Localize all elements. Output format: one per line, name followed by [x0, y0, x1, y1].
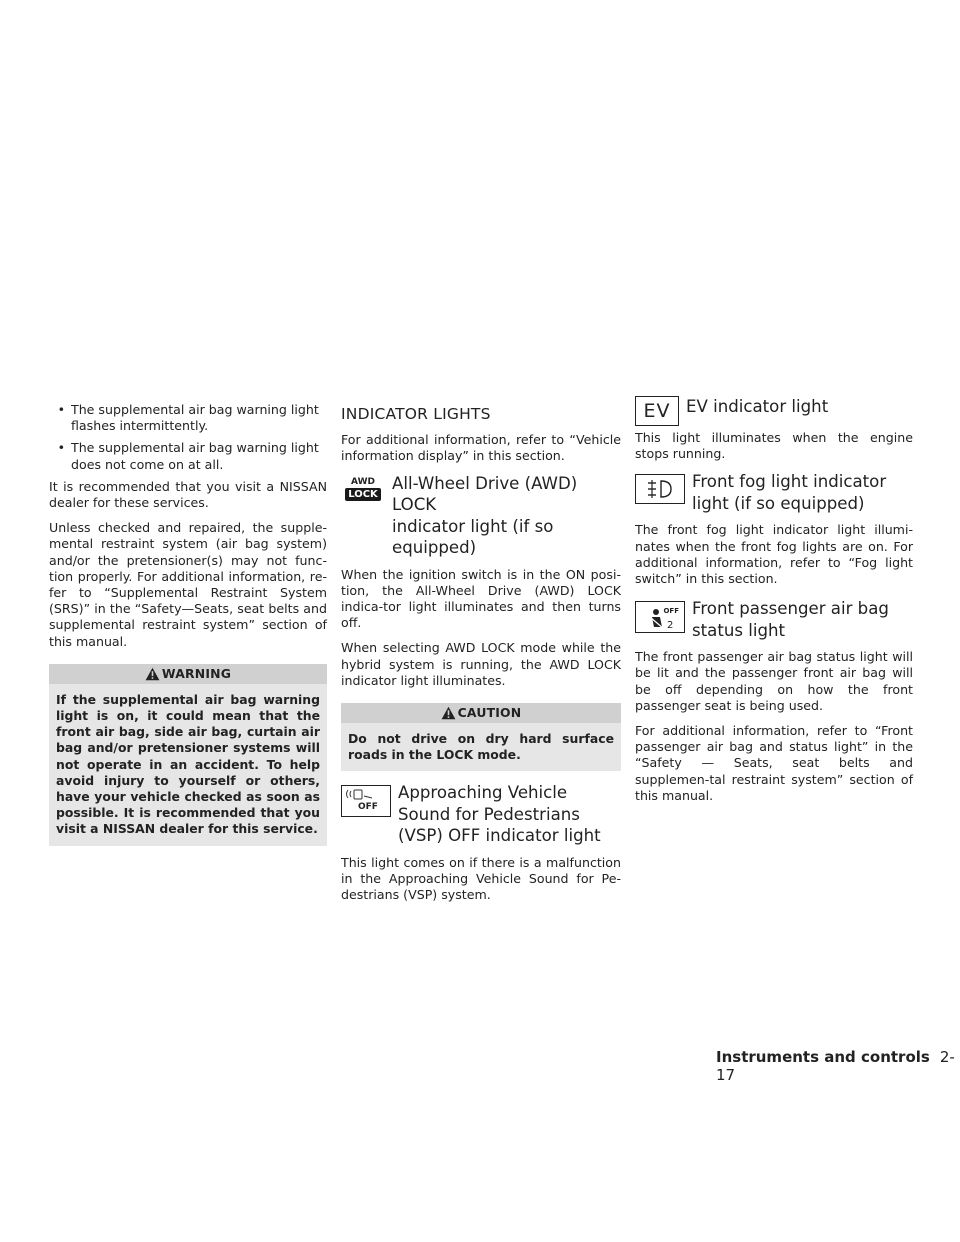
title-line: (VSP) OFF indicator light — [398, 826, 601, 846]
footer-section-title: Instruments and controls — [716, 1048, 930, 1066]
paragraph: The front fog light indicator light illumi-nates when the front fog lights are on. For additional information, refer to “Fog light switch” in this section. — [635, 522, 913, 587]
section-title: INDICATOR LIGHTS — [341, 405, 491, 423]
indicator-title — [685, 598, 889, 641]
title-line: Sound for Pedestrians — [398, 804, 580, 824]
list-item — [49, 402, 327, 434]
indicator-title — [685, 471, 886, 514]
bullet-icon: • — [57, 402, 65, 417]
warning-box — [49, 664, 327, 846]
lock-icon-bottom: LOCK — [345, 488, 381, 501]
paragraph: It is recommended that you visit a NISSAN dealer for these services. — [49, 478, 327, 511]
awd-icon-top: AWD — [351, 476, 375, 487]
page-footer — [716, 1048, 960, 1084]
ev-icon — [635, 396, 679, 426]
bullet-icon: • — [57, 440, 65, 456]
title-line: indicator light (if so — [392, 516, 554, 536]
paragraph: This light illuminates when the engine stops running. — [635, 430, 913, 462]
paragraph: For additional information, refer to “Front passenger air bag and status light” in the “Safety — Seats, seat belts and supplemen-tal restraint system” section of this manual. — [635, 723, 913, 803]
paragraph: When the ignition switch is in the ON posi-tion, the All-Wheel Drive (AWD) LOCK indica-tor light illuminates and then turns off. — [341, 566, 621, 631]
indicator-title — [391, 782, 601, 847]
column-3 — [635, 397, 913, 813]
caution-box — [341, 703, 621, 771]
title-line: Front fog light indicator — [692, 472, 887, 492]
fog-heading — [635, 474, 913, 514]
column-2 — [341, 402, 621, 913]
list-item — [49, 440, 327, 472]
vsp-off-text: OFF — [358, 802, 378, 813]
title-line: status light — [692, 620, 786, 640]
title-line: Approaching Vehicle — [398, 783, 568, 803]
paragraph: For additional information, refer to “Vehicle information display” in this section. — [341, 432, 621, 464]
caution-header — [341, 703, 621, 723]
svg-text:2: 2 — [667, 620, 674, 632]
caution-text: Do not drive on dry hard surface roads in the LOCK mode. — [348, 731, 614, 763]
awd-lock-heading — [341, 475, 621, 559]
page-number: 2-17 — [716, 1048, 955, 1084]
indicator-title — [385, 473, 621, 559]
title-line: equipped) — [392, 538, 477, 558]
vsp-off-icon — [341, 785, 391, 817]
title-line: light (if so equipped) — [692, 493, 865, 513]
warning-icon — [145, 667, 160, 681]
title-line: All-Wheel Drive (AWD) LOCK — [392, 473, 578, 515]
indicator-title: EV indicator light — [686, 397, 829, 416]
warning-icon — [441, 706, 456, 720]
bullet-text: The supplemental air bag warning light flashes intermittently. — [71, 402, 319, 434]
warning-label: WARNING — [161, 665, 232, 681]
vsp-off-heading — [341, 785, 621, 847]
ev-heading — [635, 396, 913, 426]
warning-text: If the supplemental air bag warning light is on, it could mean that the front air bag, side air bag, curtain air bag and/or pretensioner systems will not operate in an accident. To help avoid injury to yourself or others, have your vehicle checked as soon as possible. It is recommended that you visit a NISSAN dealer for this service. — [56, 691, 320, 837]
airbag-off-text: OFF — [663, 607, 679, 616]
awd-lock-icon — [341, 475, 385, 503]
ev-icon-text: EV — [643, 399, 671, 422]
title-line: Front passenger air bag — [692, 599, 889, 619]
fog-light-icon — [635, 474, 685, 504]
column-1 — [49, 402, 327, 846]
paragraph: When selecting AWD LOCK mode while the hybrid system is running, the AWD LOCK indicator light illuminates. — [341, 640, 621, 688]
airbag-status-icon — [635, 601, 685, 633]
front-fog-icon — [640, 477, 680, 501]
paragraph: The front passenger air bag status light will be lit and the passenger front air bag will be off depending on how the front passenger seat is being used. — [635, 649, 913, 713]
bullet-text: The supplemental air bag warning light does not come on at all. — [71, 440, 319, 472]
paragraph: This light comes on if there is a malfunction in the Approaching Vehicle Sound for Pe-destrians (VSP) system. — [341, 854, 621, 903]
caution-label: CAUTION — [457, 705, 522, 721]
airbag-status-heading — [635, 601, 913, 641]
warning-header — [49, 664, 327, 684]
paragraph: Unless checked and repaired, the supple-mental restraint system (air bag system) and/or the pretensioner(s) may not func-tion properly. For additional information, re-fer to “Supplemental Restraint System (SRS)” in the “Safety—Seats, seat belts and supplemental restraint system” section of this manual. — [49, 520, 327, 649]
